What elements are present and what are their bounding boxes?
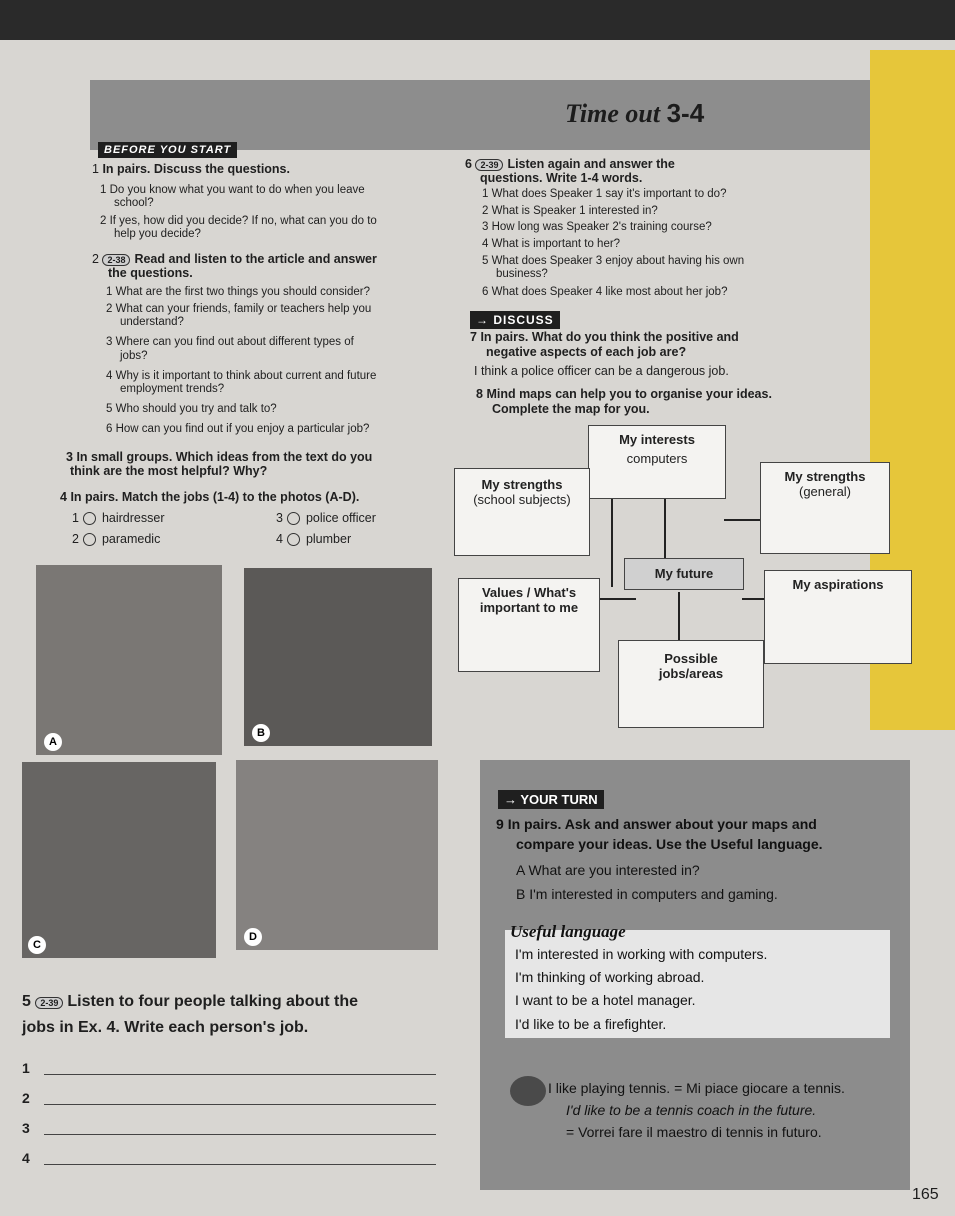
- ex7-line1: 7 In pairs. What do you think the positive and: [470, 330, 739, 344]
- discuss-label: → DISCUSS: [470, 311, 560, 329]
- a2-line1: 2 What can your friends, family or teachers help you: [106, 303, 372, 315]
- unit-title: Time out 3-4: [565, 98, 705, 128]
- ex2-instruction: 2 2-38 Read and listen to the article and answer: [92, 252, 377, 266]
- ex5-line2: jobs in Ex. 4. Write each person's job.: [22, 1019, 309, 1036]
- map-strengths-general[interactable]: My strengths (general): [760, 462, 890, 554]
- ex6-line2: questions. Write 1-4 words.: [480, 171, 643, 185]
- a4-line1: 4 Why is it important to think about current and future: [106, 370, 377, 382]
- ex2-line2: the questions.: [108, 266, 193, 280]
- audio-badge-icon[interactable]: 2-39: [35, 997, 63, 1009]
- answer-num-2: 2: [22, 1090, 30, 1106]
- useful-1: I'm interested in working with computers.: [515, 946, 768, 962]
- answer-circle-icon[interactable]: [83, 533, 96, 546]
- ex3-line1: 3 In small groups. Which ideas from the text do you: [66, 450, 373, 464]
- a3-line1: 3 Where can you find out about different types of: [106, 336, 354, 348]
- q1-line2: school?: [114, 197, 154, 209]
- tip-3: = Vorrei fare il maestro di tennis in futuro.: [566, 1124, 822, 1140]
- ex4-instruction: 4 In pairs. Match the jobs (1-4) to the photos (A-D).: [60, 490, 360, 504]
- useful-2: I'm thinking of working abroad.: [515, 969, 705, 985]
- example-a: A What are you interested in?: [516, 862, 700, 878]
- ex1-instruction: 1 In pairs. Discuss the questions.: [92, 162, 290, 176]
- answer-circle-icon[interactable]: [287, 512, 300, 525]
- ex7-line2: negative aspects of each job are?: [486, 345, 687, 359]
- useful-4: I'd like to be a firefighter.: [515, 1016, 667, 1032]
- photo-a: A: [36, 565, 222, 755]
- answer-num-1: 1: [22, 1060, 30, 1076]
- ex6-line1: 6 2-39 Listen again and answer the: [465, 157, 675, 171]
- answer-line-1[interactable]: [44, 1074, 436, 1075]
- job-4[interactable]: 4 plumber: [276, 532, 352, 546]
- q2-line2: help you decide?: [114, 228, 201, 240]
- a6: 6 How can you find out if you enjoy a particular job?: [106, 423, 370, 435]
- answer-circle-icon[interactable]: [83, 512, 96, 525]
- tip-1: I like playing tennis. = Mi piace giocare a tennis.: [548, 1080, 845, 1096]
- answer-num-4: 4: [22, 1150, 30, 1166]
- ex3-line2: think are the most helpful? Why?: [70, 464, 268, 478]
- q1-line1: 1 Do you know what you want to do when you leave: [100, 184, 365, 196]
- page-number: 165: [912, 1186, 939, 1203]
- answer-line-3[interactable]: [44, 1134, 436, 1135]
- answer-line-2[interactable]: [44, 1104, 436, 1105]
- tip-icon: [510, 1076, 546, 1106]
- job-3[interactable]: 3 police officer: [276, 511, 376, 525]
- a1: 1 What are the first two things you should consider?: [106, 286, 371, 298]
- ex6-q1: 1 What does Speaker 1 say it's important to do?: [482, 188, 727, 200]
- ex8-line1: 8 Mind maps can help you to organise your ideas.: [476, 387, 772, 401]
- job-1[interactable]: 1 hairdresser: [72, 511, 165, 525]
- photo-b: B: [244, 568, 432, 746]
- photo-c: C: [22, 762, 216, 958]
- ex9-line1: 9 In pairs. Ask and answer about your maps and: [496, 816, 817, 832]
- a3-line2: jobs?: [120, 350, 148, 362]
- your-turn-label: → YOUR TURN: [498, 790, 604, 809]
- answer-line-4[interactable]: [44, 1164, 436, 1165]
- ex7-example: I think a police officer can be a dangerous job.: [474, 364, 729, 378]
- ex6-q4: 4 What is important to her?: [482, 238, 621, 250]
- answer-circle-icon[interactable]: [287, 533, 300, 546]
- map-my-future[interactable]: My future: [624, 558, 744, 590]
- map-possible-jobs[interactable]: Possible jobs/areas: [618, 640, 764, 728]
- tip-2: I'd like to be a tennis coach in the future.: [566, 1102, 817, 1118]
- answer-num-3: 3: [22, 1120, 30, 1136]
- job-2[interactable]: 2 paramedic: [72, 532, 161, 546]
- q2-line1: 2 If yes, how did you decide? If no, what can you do to: [100, 215, 377, 227]
- before-you-start-label: BEFORE YOU START: [98, 142, 237, 158]
- ex6-q3: 3 How long was Speaker 2's training course?: [482, 221, 712, 233]
- a2-line2: understand?: [120, 316, 184, 328]
- audio-badge-icon[interactable]: 2-39: [475, 159, 503, 171]
- map-strengths-school[interactable]: My strengths (school subjects): [454, 468, 590, 556]
- useful-language-title: Useful language: [510, 922, 626, 941]
- ex6-q5-line2: business?: [496, 268, 548, 280]
- ex9-line2: compare your ideas. Use the Useful language.: [516, 836, 823, 852]
- audio-badge-icon[interactable]: 2-38: [102, 254, 130, 266]
- a5: 5 Who should you try and talk to?: [106, 403, 277, 415]
- photo-d: D: [236, 760, 438, 950]
- a4-line2: employment trends?: [120, 383, 225, 395]
- example-b: B I'm interested in computers and gaming.: [516, 886, 778, 902]
- ex5-line1: 5 2-39 Listen to four people talking about the: [22, 993, 359, 1010]
- ex6-q5-line1: 5 What does Speaker 3 enjoy about having his own: [482, 255, 745, 267]
- header-band: [90, 80, 890, 150]
- ex8-line2: Complete the map for you.: [492, 402, 650, 416]
- ex6-q2: 2 What is Speaker 1 interested in?: [482, 205, 658, 217]
- useful-3: I want to be a hotel manager.: [515, 992, 696, 1008]
- map-aspirations[interactable]: My aspirations: [764, 570, 912, 664]
- map-values[interactable]: Values / What's important to me: [458, 578, 600, 672]
- map-my-interests[interactable]: My interests computers: [588, 425, 726, 499]
- ex6-q6: 6 What does Speaker 4 like most about her job?: [482, 286, 728, 298]
